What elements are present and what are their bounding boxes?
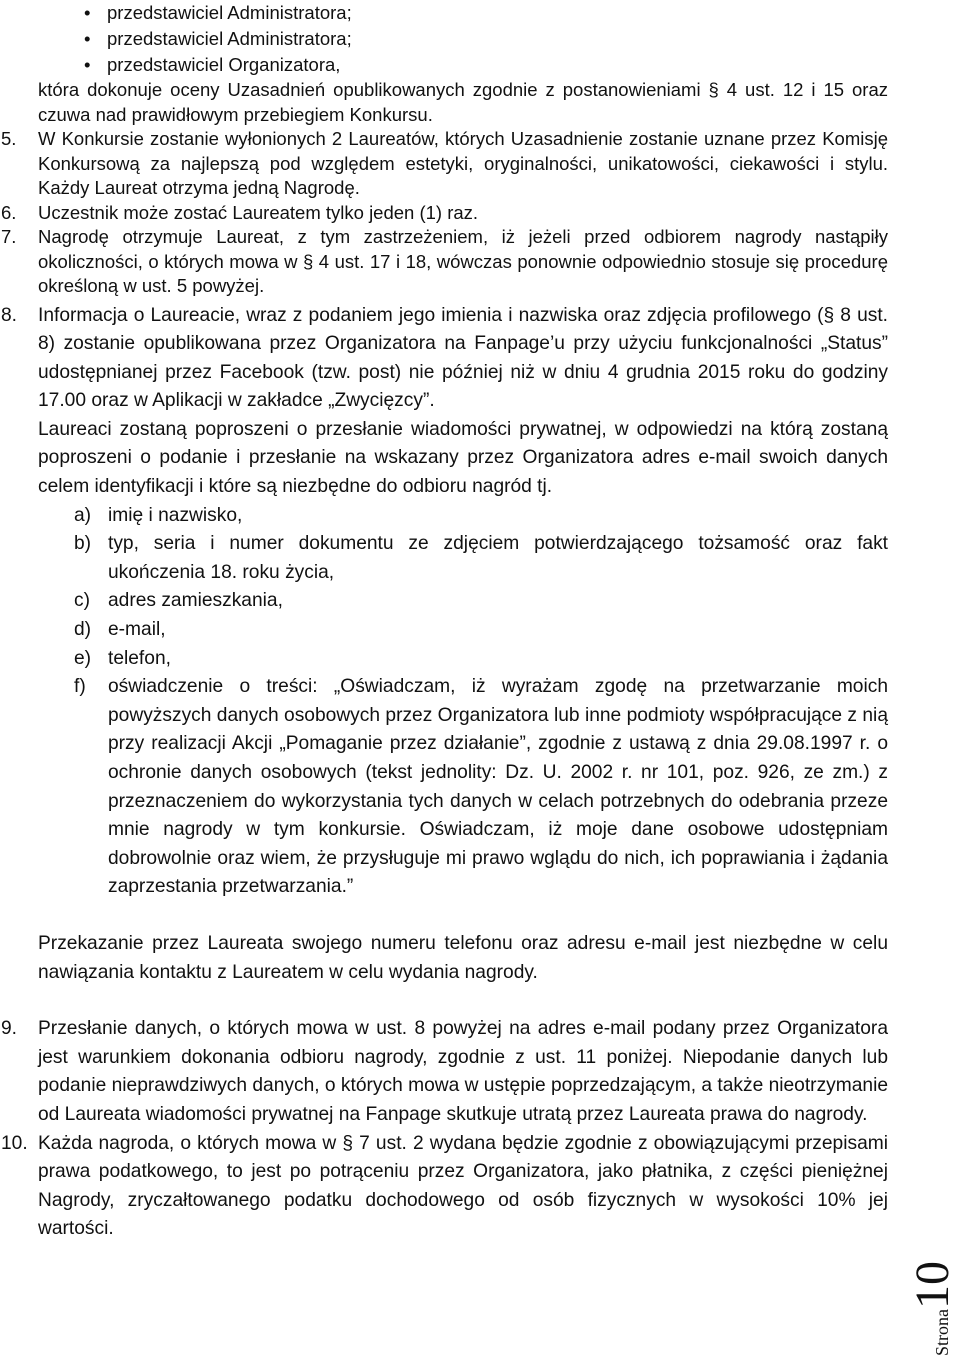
sub-item-text: oświadczenie o treści: „Oświadczam, iż wyrażam zgodę na przetwarzanie moich powyższych danych osobowych przez Organizatora lub inne podmioty współpracujące z nią przy realizacji Akcji „Pomaganie przez działanie”, zgodnie z ustawą z dnia 29.08.1997 r. o ochronie danych osobowych (tekst jednolity: Dz. U. 2002 r. nr 101, poz. 926, ze zm.) z przeznaczeniem do wykorzystania tych danych w celach potrzebnych do odebrania przeze mnie nagrody w tym konkursie. Oświadczam, iż moje dane osobowe udostępniam dobrowolnie oraz wiem, że przysługuje mi prawo wglądu do nich, ich poprawiania i żądania zaprzestania przetwarzania.” bbox=[108, 676, 888, 898]
item-number: 6. bbox=[1, 201, 17, 223]
bullet-item: • przedstawiciel Administratora; bbox=[38, 26, 888, 52]
sub-item bbox=[38, 587, 888, 616]
item-text: Każda nagroda, o których mowa w § 7 ust. 2 wydana będzie zgodnie z obowiązującymi przepisami prawa podatkowego, to jest po potrąceniu przez Organizatora, jako płatnika, z części pieniężnej Nagrody, zryczałtowanego podatku dochodowego od osób fizycznych w wysokości 10% jej wartości. bbox=[38, 1132, 888, 1240]
sub-item bbox=[38, 673, 888, 902]
sub-item-text: imię i nazwisko, bbox=[108, 504, 243, 526]
list-item-10 bbox=[1, 1130, 888, 1244]
intro-paragraph: która dokonuje oceny Uzasadnień opublikowanych zgodnie z postanowieniami § 4 ust. 12 i 15 oraz czuwa nad prawidłowym przebiegiem Konkursu. bbox=[38, 79, 888, 125]
page-label: Strona bbox=[932, 1309, 952, 1356]
list-item-7 bbox=[1, 225, 888, 299]
item-text: Nagrodę otrzymuje Laureat, z tym zastrzeżeniem, iż jeżeli przed odbiorem nagrody nastąpiły okoliczności, o których mowa w § 4 ust. 17 i 18, wówczas ponownie odpowiednio stosuje się procedurę określoną w ust. 5 powyżej. bbox=[38, 226, 888, 296]
bullet-icon: • bbox=[84, 28, 91, 49]
sub-item bbox=[38, 645, 888, 674]
bullet-icon: • bbox=[84, 2, 91, 23]
item-number: 9. bbox=[1, 1018, 18, 1040]
page-number: 10 bbox=[906, 1261, 959, 1309]
bullet-item: • przedstawiciel Administratora; bbox=[38, 0, 888, 26]
sub-item-text: typ, seria i numer dokumentu ze zdjęciem potwierdzającego tożsamość oraz fakt ukończenia 18. roku życia, bbox=[108, 533, 888, 583]
document-page bbox=[1, 0, 889, 1244]
sub-item-label: c) bbox=[74, 590, 90, 612]
list-item-6 bbox=[1, 201, 888, 226]
sub-item-text: adres zamieszkania, bbox=[108, 590, 283, 612]
sub-item-text: e-mail, bbox=[108, 619, 166, 641]
item-number: 7. bbox=[1, 226, 17, 247]
item-number: 5. bbox=[1, 128, 17, 149]
item-text: Uczestnik może zostać Laureatem tylko jeden (1) raz. bbox=[38, 201, 479, 223]
sub-item-label: d) bbox=[74, 619, 92, 641]
item-text: Przekazanie przez Laureata swojego numeru telefonu oraz adresu e-mail jest niezbędne w celu nawiązania kontaktu z Laureatem w celu wydania nagrody. bbox=[38, 932, 888, 983]
item-number: 8. bbox=[1, 304, 18, 326]
sub-item-text: telefon, bbox=[108, 647, 171, 669]
list-item-5 bbox=[1, 127, 888, 201]
sub-item bbox=[38, 530, 888, 587]
page-footer bbox=[905, 1216, 960, 1356]
sub-item-label: a) bbox=[74, 504, 92, 526]
sub-item-label: f) bbox=[74, 676, 86, 698]
item-text: Informacja o Laureacie, wraz z podaniem jego imienia i nazwiska oraz zdjęcia profilowego (§ 8 ust. 8) zostanie opublikowana przez Organizatora na Fanpage’u przy użyciu funkcjonalności „Status” udostępnianej przez Facebook (tzw. post) nie później niż w dniu 4 grudnia 2015 roku do godziny 17.00 oraz w Aplikacji w zakładce „Zwycięzcy”. bbox=[38, 304, 888, 412]
item-text: W Konkursie zostanie wyłonionych 2 Laureatów, których Uzasadnienie zostanie uznane przez Komisję Konkursową za najlepszą pod względem estetyki, oryginalności, unikatowości, ciekawości i stylu. Każdy Laureat otrzyma jedną Nagrodę. bbox=[38, 128, 888, 198]
bullet-item: • przedstawiciel Organizatora, bbox=[38, 52, 888, 78]
item-text: Przesłanie danych, o których mowa w ust. 8 powyżej na adres e-mail podany przez Organizatora jest warunkiem dokonania odbioru nagrody, zgodnie z ust. 11 poniżej. Niepodanie danych lub podanie nieprawdziwych danych, o których mowa w ustępie poprzedzającym, a także nieotrzymanie od Laureata wiadomości prywatnej na Fanpage skutkuje utratą przez Laureata prawa do nagrody. bbox=[38, 1018, 889, 1125]
sub-item-label: e) bbox=[74, 647, 92, 669]
sub-item bbox=[38, 502, 888, 531]
item-text: Laureaci zostaną poproszeni o przesłanie wiadomości prywatnej, w odpowiedzi na którą zostaną poproszeni o podanie i przesłanie na wskazany przez Organizatora adres e-mail swoich danych celem identyfikacji i które są niezbędne do odbioru nagród tj. bbox=[38, 418, 888, 498]
item-number: 10. bbox=[1, 1132, 28, 1154]
list-item-9 bbox=[1, 1015, 889, 1129]
list-item-8 bbox=[1, 302, 888, 988]
sub-item bbox=[38, 616, 888, 645]
sub-item-label: b) bbox=[74, 533, 92, 555]
bullet-icon: • bbox=[84, 54, 91, 75]
